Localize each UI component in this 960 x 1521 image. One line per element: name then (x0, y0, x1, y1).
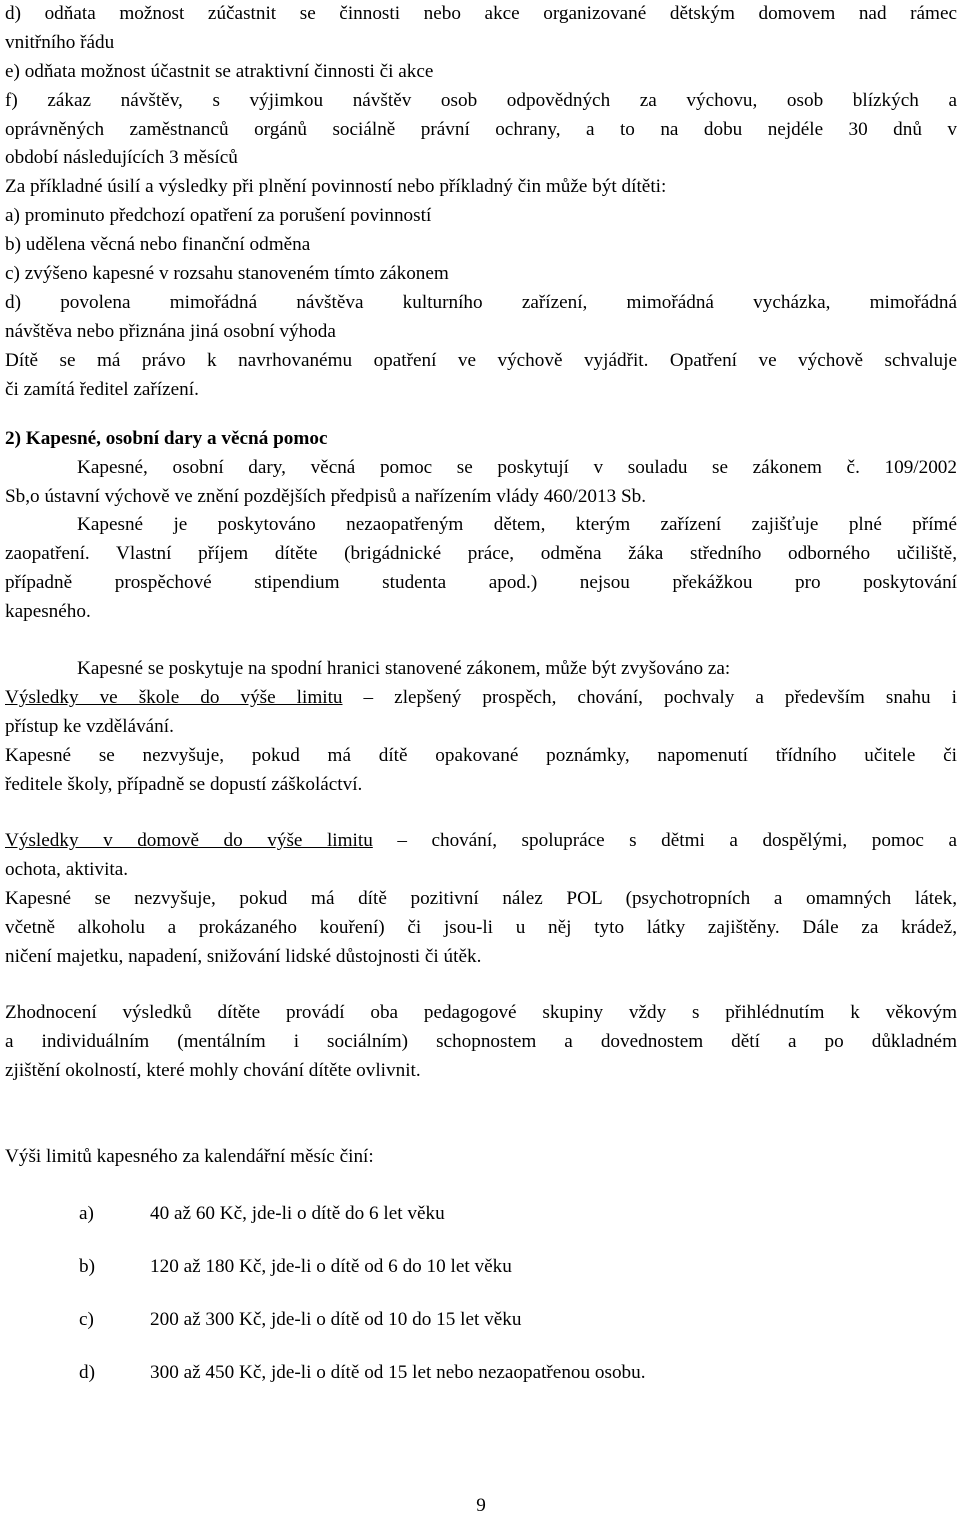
text-line: a individuálním (mentálním i sociálním) schopnostem a dovednostem dětí a po důkladném (5, 1030, 957, 1052)
document-page (5, 0, 957, 1518)
text-line: e) odňata možnost účastnit se atraktivní činnosti či akce (5, 60, 434, 82)
text-line: či zamítá ředitel zařízení. (5, 378, 199, 400)
text-line: kapesného. (5, 600, 91, 622)
text-line: přístup ke vzdělávání. (5, 715, 174, 737)
text-line: Zhodnocení výsledků dítěte provádí oba pedagogové skupiny vždy s přihlédnutím k věkovým (5, 1002, 957, 1023)
text-line: Dítě se má právo k navrhovanému opatření ve výchově vyjádřit. Opatření ve výchově schvaluje (5, 349, 957, 371)
text-line: Kapesné je poskytováno nezaopatřeným dětem, kterým zařízení zajišťuje plné přímé (77, 514, 957, 535)
text-line: Za příkladné úsilí a výsledky při plnění povinností nebo příkladný čin může být dítěti: (5, 176, 667, 198)
list-marker: d) (79, 1362, 95, 1383)
text-line: návštěva nebo přiznána jiná osobní výhoda (5, 320, 336, 342)
text-line: včetně alkoholu a prokázaného kouření) či jsou-li u něj tyto látky zajištěny. Dále za krádež, (5, 916, 957, 938)
inline-text: – zlepšený prospěch, chování, pochvaly a především snahu i (342, 687, 957, 708)
intro-block (5, 0, 957, 404)
text-line: d) odňata možnost zúčastnit se činnosti nebo akce organizované dětským domovem nad rámec (5, 3, 957, 24)
list-item-text: 200 až 300 Kč, jde-li o dítě od 10 do 15 let věku (150, 1309, 522, 1330)
underlined-heading: Výsledky ve škole do výše limitu (5, 687, 343, 708)
list-marker: b) (79, 1256, 95, 1277)
underlined-heading: Výsledky v domově do výše limitu (5, 830, 373, 851)
paragraph-law (5, 454, 957, 512)
page-number: 9 (476, 1495, 486, 1516)
text-line: ochota, aktivita. (5, 858, 129, 880)
list-item (5, 1253, 957, 1281)
list-marker: c) (79, 1309, 94, 1330)
text-line: b) udělena věcná nebo finanční odměna (5, 234, 311, 256)
text-line (5, 684, 957, 713)
text-line: zaopatření. Vlastní příjem dítěte (brigádnické práce, odměna žáka středního odborného učiliště, (5, 542, 957, 564)
inline-text: – chování, spolupráce s dětmi a dospělými, pomoc a (372, 830, 957, 851)
list-marker: a) (79, 1203, 94, 1224)
text-line: ředitele školy, případně se dopustí záškoláctví. (5, 773, 363, 795)
text-line: vnitřního řádu (5, 31, 115, 53)
list-item-text: 120 až 180 Kč, jde-li o dítě od 6 do 10 let věku (150, 1256, 512, 1277)
text-line: f) zákaz návštěv, s výjimkou návštěv osob odpovědných za výchovu, osob blízkých a (5, 89, 957, 111)
text-line: Kapesné se nezvyšuje, pokud má dítě pozitivní nález POL (psychotropních a omamných látek, (5, 887, 957, 909)
list-item (5, 1200, 957, 1228)
paragraph-increase-intro: Kapesné se poskytuje na spodní hranici stanovené zákonem, může být zvyšováno za: (77, 658, 731, 679)
limits-intro: Výši limitů kapesného za kalendářní měsíc činí: (5, 1146, 374, 1167)
text-line: oprávněných zaměstnanců orgánů sociálně právní ochrany, a to na dobu nejdéle 30 dnů v (5, 118, 957, 140)
text-line: Kapesné se nezvyšuje, pokud má dítě opakované poznámky, napomenutí třídního učitele či (5, 744, 957, 766)
section-heading: 2) Kapesné, osobní dary a věcná pomoc (5, 428, 328, 449)
list-item (5, 1359, 957, 1387)
text-line: případně prospěchové stipendium studenta apod.) nejsou překážkou pro poskytování (5, 571, 957, 593)
text-line: období následujících 3 měsíců (5, 147, 238, 169)
text-line: Sb,o ústavní výchově ve znění pozdějších předpisů a nařízením vlády 460/2013 Sb. (5, 485, 647, 507)
evaluation-paragraph (5, 999, 957, 1086)
list-item-text: 40 až 60 Kč, jde-li o dítě do 6 let věku (150, 1203, 445, 1224)
school-results-block (5, 684, 957, 800)
list-item (5, 1306, 957, 1334)
text-line: zjištění okolností, které mohly chování dítěte ovlivnit. (5, 1059, 421, 1081)
text-line: Kapesné, osobní dary, věcná pomoc se poskytují v souladu se zákonem č. 109/2002 (77, 457, 957, 478)
home-results-block (5, 827, 957, 971)
text-line (5, 827, 957, 856)
text-line: d) povolena mimořádná návštěva kulturního zařízení, mimořádná vycházka, mimořádná (5, 291, 957, 313)
text-line: c) zvýšeno kapesné v rozsahu stanoveném tímto zákonem (5, 263, 449, 285)
text-line: a) prominuto předchozí opatření za porušení povinností (5, 205, 432, 227)
paragraph-eligibility (5, 511, 957, 627)
text-line: ničení majetku, napadení, snižování lidské důstojnosti či útěk. (5, 945, 482, 967)
list-item-text: 300 až 450 Kč, jde-li o dítě od 15 let nebo nezaopatřenou osobu. (150, 1362, 646, 1383)
